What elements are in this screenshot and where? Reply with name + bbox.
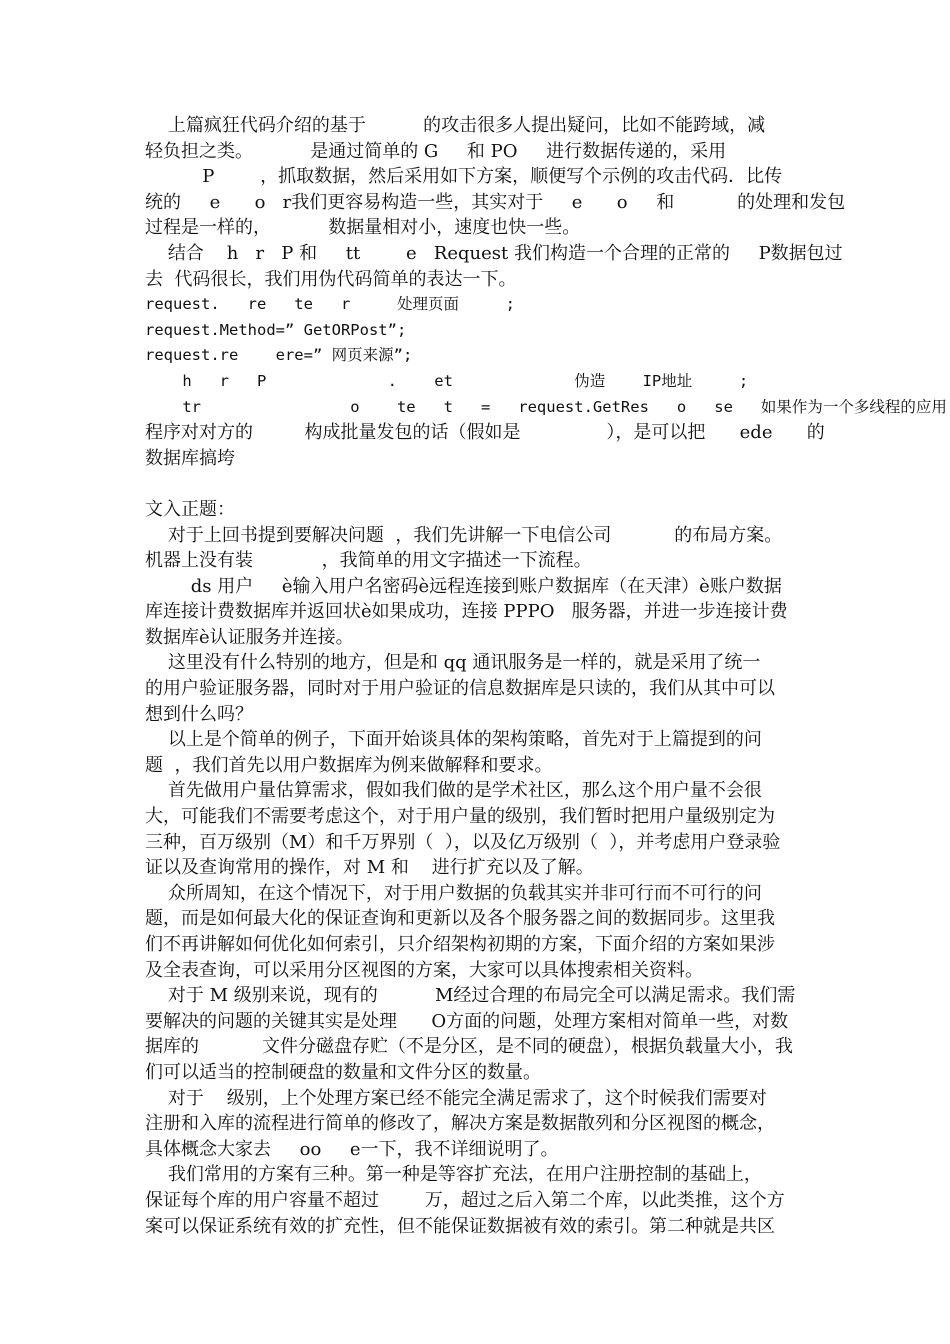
text-line: 证以及查询常用的操作，对 M 和 进行扩充以及了解。 [145, 857, 594, 879]
code-line: h r P . et 伪造 IP地址 ; [145, 371, 749, 390]
text-line: 结合 h r P 和 tt e Request 我们构造一个合理的正常的 P数据包过 [145, 242, 843, 264]
text-line: 三种，百万级别（M）和千万界别（ ），以及亿万级别（ ），并考虑用户登录验 [145, 831, 781, 853]
document-body [145, 113, 947, 1239]
text-line: 首先做用户量估算需求，假如我们做的是学术社区，那么这个用户量不会很 [145, 780, 762, 802]
text-line: 保证每个库的用户容量不超过 万，超过之后入第二个库，以此类推，这个方 [145, 1189, 785, 1211]
text-line: 以上是个简单的例子，下面开始谈具体的架构策略，首先对于上篇提到的问 [145, 729, 762, 751]
text-line: 大，可能我们不需要考虑这个，对于用户量的级别，我们暂时把用户量级别定为 [145, 806, 775, 828]
text-line: P ，抓取数据，然后采用如下方案，顺便写个示例的攻击代码．比传 [145, 166, 783, 188]
text-line: 数据库è认证服务并连接。 [145, 626, 354, 648]
code-line: request. re te r 处理页面 ; [145, 295, 515, 314]
text-line: 对于 级别，上个处理方案已经不能完全满足需求了，这个时候我们需要对 [145, 1087, 767, 1109]
code-line: request.Method=” GetORPost”; [145, 320, 407, 339]
text-line: 我们常用的方案有三种。第一种是等容扩充法，在用户注册控制的基础上， [145, 1164, 762, 1186]
code-line: request.re ere=” 网页来源”; [145, 346, 413, 365]
text-line: 上篇疯狂代码介绍的基于 的攻击很多人提出疑问，比如不能跨域，减 [145, 115, 766, 136]
text-line: 数据库搞垮 [145, 447, 235, 469]
text-line: 据库的 文件分磁盘存贮（不是分区，是不同的硬盘），根据负载量大小，我 [145, 1036, 793, 1058]
text-line: 库连接计费数据库并返回状è如果成功，连接 PPPO 服务器，并进一步连接计费 [145, 601, 788, 623]
text-line: 的用户验证服务器，同时对于用户验证的信息数据库是只读的，我们从其中可以 [145, 678, 775, 700]
text-line: 题 ，我们首先以用户数据库为例来做解释和要求。 [145, 754, 553, 776]
text-line: 程序对对方的 构成批量发包的话（假如是 ），是可以把 ede 的 [145, 422, 825, 444]
text-line: 去 代码很长，我们用伪代码简单的表达一下。 [145, 268, 517, 290]
text-line: 注册和入库的流程进行简单的修改了，解决方案是数据散列和分区视图的概念， [145, 1113, 775, 1135]
text-line: 题，而是如何最大化的保证查询和更新以及各个服务器之间的数据同步。这里我 [145, 908, 775, 930]
text-line: 对于上回书提到要解决问题 ，我们先讲解一下电信公司 的布局方案。 [145, 524, 783, 546]
text-line: 机器上没有装 ，我简单的用文字描述一下流程。 [145, 550, 592, 572]
text-line: 过程是一样的， 数据量相对小，速度也快一些。 [145, 217, 581, 239]
text-line: 们不再讲解如何优化如何索引，只介绍架构初期的方案，下面介绍的方案如果涉 [145, 934, 775, 955]
text-line: ds 用户 è输入用户名密码è远程连接到账户数据库（在天津）è账户数据 [145, 575, 782, 597]
text-line: 想到什么吗？ [145, 703, 253, 725]
section-heading: 文入正题： [145, 498, 235, 520]
text-line: 要解决的问题的关键其实是处理 O方面的问题，处理方案相对简单一些，对数 [145, 1010, 789, 1032]
text-line: 轻负担之类。 是通过简单的 G 和 PO 进行数据传递的，采用 [145, 140, 727, 162]
text-line: 及全表查询，可以采用分区视图的方案，大家可以具体搜索相关资料。 [145, 959, 703, 981]
text-line: 统的 e o r我们更容易构造一些，其实对于 e o 和 的处理和发包 [145, 191, 846, 213]
text-line: 众所周知，在这个情况下，对于用户数据的负载其实并非可行而不可行的问 [145, 882, 762, 904]
text-line: 具体概念大家去 oo e一下，我不详细说明了。 [145, 1138, 559, 1160]
code-line: tr o te t = request.GetRes o se 如果作为一个多线程的应用 [145, 397, 947, 416]
text-line: 对于 M 级别来说，现有的 M经过合理的布局完全可以满足需求。我们需 [145, 985, 796, 1007]
text-line: 们可以适当的控制硬盘的数量和文件分区的数量。 [145, 1061, 541, 1083]
text-line: 这里没有什么特别的地方，但是和 qq 通讯服务是一样的，就是采用了统一 [145, 652, 761, 674]
text-line: 案可以保证系统有效的扩充性，但不能保证数据被有效的索引。第二种就是共区 [145, 1215, 775, 1237]
blank-line [145, 471, 810, 497]
